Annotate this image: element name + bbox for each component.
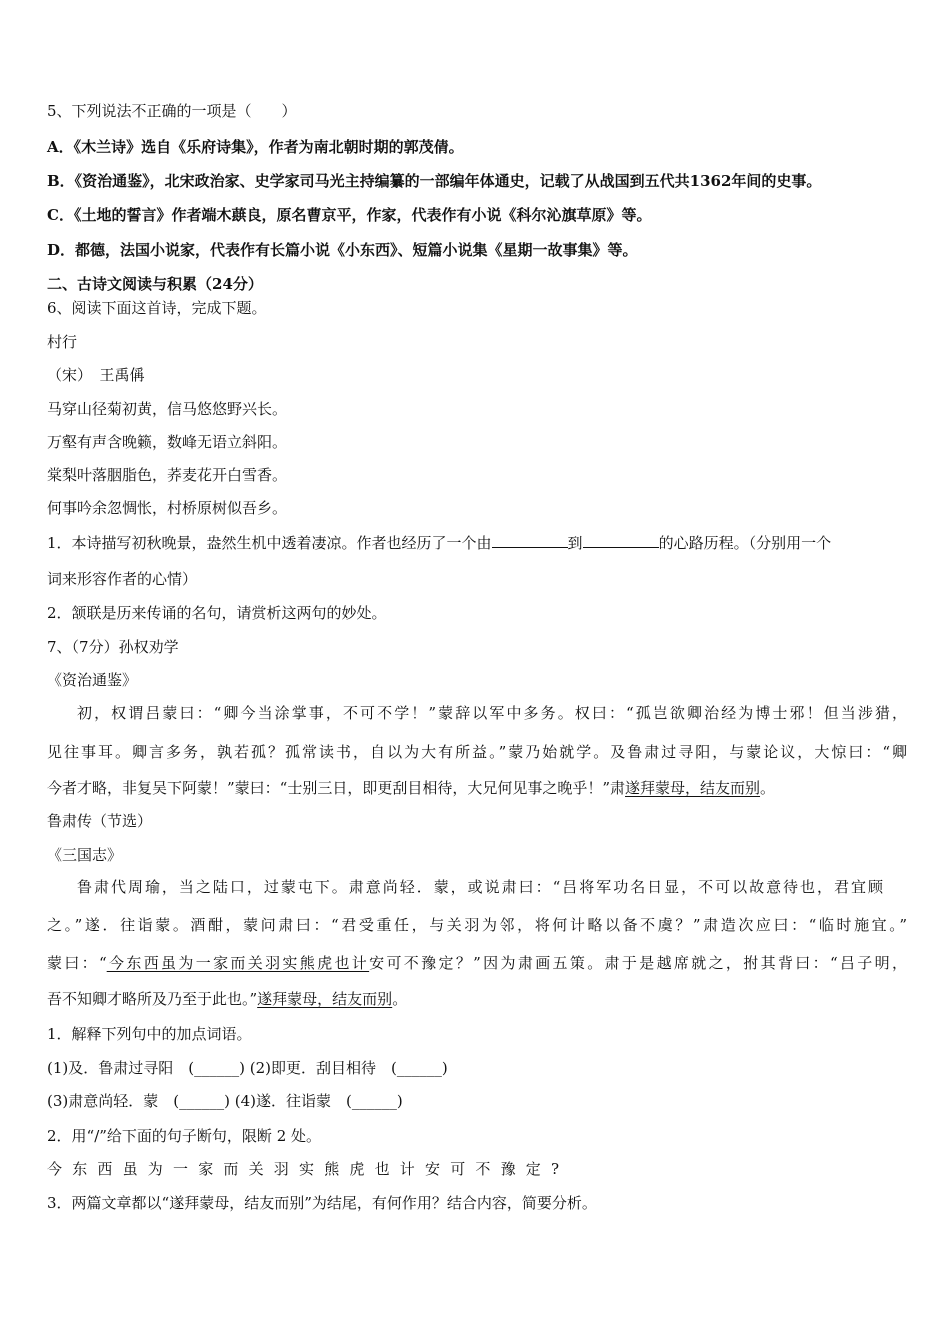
q5-option-d: D．都德，法国小说家，代表作有长篇小说《小东西》、短篇小说集《星期一故事集》等。 — [47, 241, 638, 259]
q5-stem: 5、下列说法不正确的一项是（ ） — [47, 102, 297, 120]
poem-line: 马穿山径菊初黄，信马悠悠野兴长。 — [47, 400, 288, 418]
q7-header: 7、（7分）孙权劝学 — [47, 638, 179, 656]
answer-blank-2[interactable] — [583, 533, 659, 548]
underlined-phrase: 遂拜蒙母，结友而别 — [625, 779, 761, 797]
q7-sub1-row — [47, 1091, 403, 1111]
passage2-line: 鲁肃代周瑜，当之陆口，过蒙屯下。肃意尚轻．蒙，或说肃曰：“吕将军功名日显，不可以故意待也，君宜顾 — [77, 878, 883, 896]
q7-sub3: 3．两篇文章都以“遂拜蒙母，结友而别”为结尾，有何作用？结合内容，简要分析。 — [47, 1194, 597, 1212]
q6-sub1-text-b: 到 — [567, 534, 583, 552]
passage1-line: 见往事耳。卿言多务，孰若孤？孤常读书，自以为大有所益。”蒙乃始就学。及鲁肃过寻阳，与蒙论议，大惊曰：“卿 — [47, 743, 907, 761]
q5-option-a: A．《木兰诗》选自《乐府诗集》，作者为南北朝时期的郭茂倩。 — [47, 138, 464, 156]
q6-sub1 — [47, 533, 831, 553]
passage2-line: 之。”遂．往诣蒙。酒酣，蒙问肃曰：“君受重任，与关羽为邻，将何计略以备不虞？”肃造次应曰：“临时施宜。” — [47, 916, 907, 934]
underlined-phrase: 今东西虽为一家而关羽实熊虎也计 — [106, 954, 370, 972]
passage2-text: 蒙曰：“ — [47, 954, 107, 972]
q5-option-c: C．《土地的誓言》作者端木蕻良，原名曹京平，作家，代表作有小说《科尔沁旗草原》等。 — [47, 206, 652, 224]
q7-sub1-item-2[interactable]: (2)即更．刮目相待 (______) — [249, 1059, 448, 1077]
q6-sub1-text-c: 的心路历程。（分别用一个 — [658, 534, 832, 552]
q6-sub1-cont: 词来形容作者的心情） — [47, 570, 198, 588]
passage2-end: 。 — [392, 990, 408, 1008]
poem-line: 棠梨叶落胭脂色，荞麦花开白雪香。 — [47, 466, 288, 484]
q7-sub1-item-4[interactable]: (4)遂．往诣蒙 (______) — [234, 1092, 403, 1110]
q6-sub2: 2．颔联是历来传诵的名句，请赏析这两句的妙处。 — [47, 604, 387, 622]
q7-source-1: 《资治通鉴》 — [47, 671, 138, 689]
poem-line: 万壑有声含晚籁，数峰无语立斜阳。 — [47, 433, 288, 451]
answer-blank-1[interactable] — [492, 533, 568, 548]
section-title: 二、古诗文阅读与积累（24分） — [47, 275, 263, 293]
passage2-text: 吾不知卿才略所及乃至于此也。” — [47, 990, 258, 1008]
q7-sub2: 2．用“/”给下面的句子断句，限断 2 处。 — [47, 1127, 322, 1145]
poem-line: 何事吟余忽惆怅，村桥原树似吾乡。 — [47, 499, 288, 517]
passage1-line: 初，权谓吕蒙曰：“卿今当涂掌事，不可不学！”蒙辞以军中多务。权曰：“孤岂欲卿治经为博士邪！但当涉猎， — [77, 704, 907, 722]
passage2-line — [47, 989, 407, 1009]
q7-sub1: 1．解释下列句中的加点词语。 — [47, 1025, 252, 1043]
q5-option-b: B．《资治通鉴》，北宋政治家、史学家司马光主持编纂的一部编年体通史，记载了从战国到五代共1362年间的史事。 — [47, 172, 822, 190]
q7-sub1-row — [47, 1058, 448, 1078]
q7-sub1-item-3[interactable]: (3)肃意尚轻．蒙 (______) — [47, 1092, 230, 1110]
passage2-text: 安可不豫定？”因为肃画五策。肃于是越席就之，拊其背曰：“吕子明， — [369, 954, 907, 972]
poem-title: 村行 — [47, 333, 78, 351]
q7-sub1-item-1[interactable]: (1)及．鲁肃过寻阳 (______) — [47, 1059, 245, 1077]
passage1-text: 今者才略，非复吴下阿蒙！”蒙曰：“士别三日，即更刮目相待，大兄何见事之晚乎！”肃 — [47, 779, 626, 797]
passage1-line — [47, 778, 775, 798]
underlined-phrase: 遂拜蒙母，结友而别 — [257, 990, 393, 1008]
passage2-line — [47, 953, 907, 973]
q6-intro: 6、阅读下面这首诗，完成下题。 — [47, 299, 267, 317]
q6-sub1-text-a: 1．本诗描写初秋晚景，盎然生机中透着凄凉。作者也经历了一个由 — [47, 534, 492, 552]
q7-source-2: 《三国志》 — [47, 846, 123, 864]
passage1-end: 。 — [760, 779, 776, 797]
q7-sub2-sentence: 今东西虽为一家而关羽实熊虎也计安可不豫定? — [47, 1160, 570, 1178]
q7-title-2: 鲁肃传（节选） — [47, 812, 153, 830]
poem-author: （宋） 王禹偁 — [47, 366, 145, 384]
